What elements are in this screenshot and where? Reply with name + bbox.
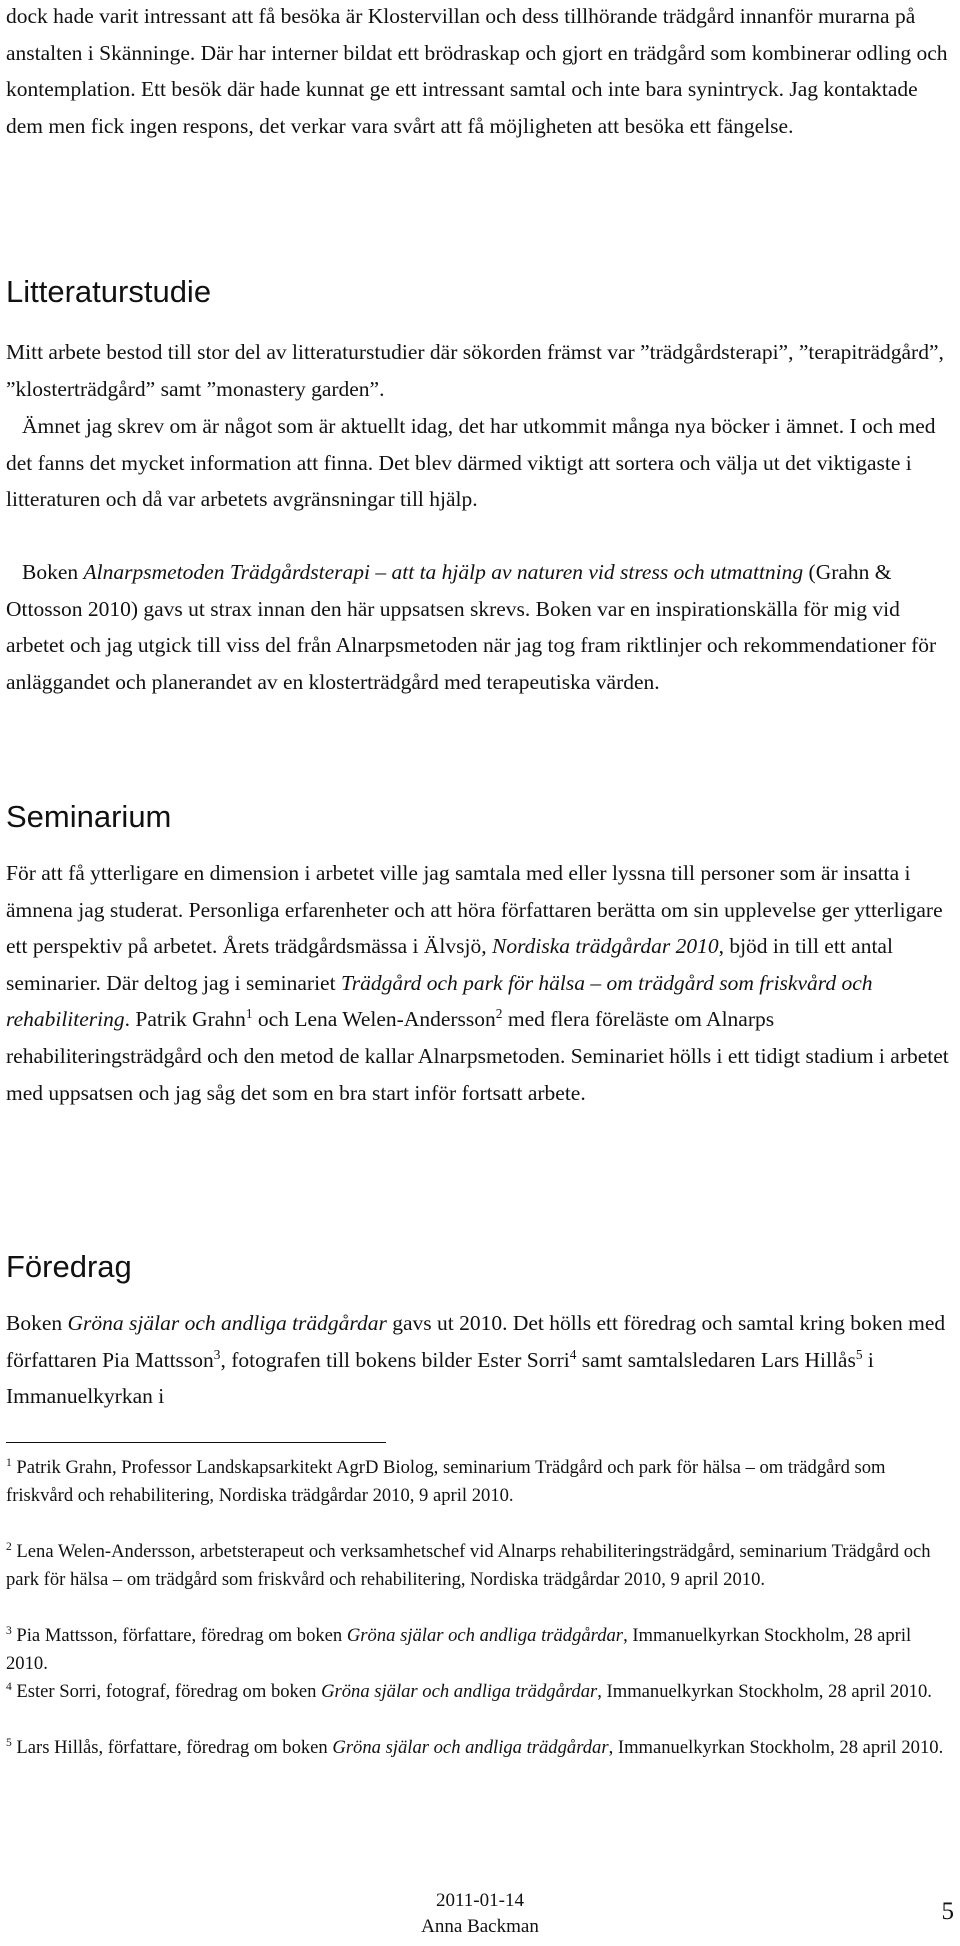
footer-author: Anna Backman	[421, 1916, 539, 1937]
event-title: Nordiska trädgårdar 2010	[492, 934, 719, 959]
footnote-number: 4	[6, 1680, 12, 1693]
book-title-alnarpsmetoden: Alnarpsmetoden Trädgårdsterapi – att ta hjälp av naturen vid stress och utmattning	[83, 560, 804, 584]
seminarium-paragraph	[6, 855, 956, 1111]
seminarium-text-4: och Lena Welen-Andersson	[252, 1007, 496, 1032]
page-number: 5	[941, 1898, 954, 1925]
footnote-ref-2: 2	[495, 1006, 503, 1022]
footnote-ref-1: 1	[245, 1006, 253, 1022]
book-title-grona-sjalar: Gröna själar och andliga trädgårdar	[67, 1311, 387, 1335]
footnote-italic: Gröna själar och andliga trädgårdar	[346, 1625, 624, 1646]
seminarium-text-5: med flera föreläste om Alnarps rehabiliteringsträdgård och den metod de kallar Alnarpsmetoden. Seminariet hölls i ett tidigt stadium i arbetet med uppsatsen och jag såg det som en bra start inför fortsatt arbete.	[6, 1007, 949, 1105]
footnote-number: 3	[6, 1624, 12, 1637]
footnote-text: Ester Sorri, fotograf, föredrag om boken	[11, 1681, 322, 1702]
footnote-text: Lena Welen-Andersson, arbetsterapeut och verksamhetschef vid Alnarps rehabiliteringsträdgård, seminarium Trädgård och park för hälsa – om trädgård som friskvård och rehabilitering, Nordiska trädgårdar 2010, 9 april 2010.	[6, 1541, 931, 1590]
litteratur-p3-lead: Boken	[22, 560, 84, 584]
seminar-title: Trädgård och park för hälsa – om trädgård som friskvård och rehabilitering	[6, 970, 873, 1032]
litteratur-paragraph-1: Mitt arbete bestod till stor del av litteraturstudier där sökorden främst var ”trädgårdsterapi”, ”terapiträdgård”, ”klosterträdgård” samt ”monastery garden”.	[6, 340, 944, 401]
seminarium-text-3: . Patrik Grahn	[124, 1007, 246, 1032]
footnote-text: Lars Hillås, författare, föredrag om boken	[11, 1737, 333, 1758]
footnote-text-end: , Immanuelkyrkan Stockholm, 28 april 2010.	[608, 1737, 944, 1758]
footnote-number: 2	[6, 1540, 12, 1553]
litteratur-paragraph-2: Ämnet jag skrev om är något som är aktuellt idag, det har utkommit många nya böcker i ämnet. I och med det fanns det mycket information att finna. Det blev därmed viktigt att sortera och välja ut det viktigaste i litteraturen och då var arbetets avgränsningar till hjälp.	[6, 414, 936, 512]
footnote-text: Pia Mattsson, författare, föredrag om boken	[11, 1625, 347, 1646]
footnote-4	[6, 1678, 956, 1706]
seminarium-text-2: , bjöd in till ett antal seminarier. Där deltog jag i seminariet	[6, 934, 893, 995]
foredrag-text-2: gavs ut 2010. Det hölls ett föredrag och samtal kring boken med författaren Pia Mattsson	[6, 1311, 946, 1372]
footnote-italic: Gröna själar och andliga trädgårdar	[321, 1681, 598, 1702]
footnote-number: 1	[6, 1456, 12, 1469]
foredrag-text-3: , fotografen till bokens bilder Ester Sorri	[220, 1347, 570, 1372]
section-heading-seminarium: Seminarium	[6, 799, 172, 834]
footnote-text-end: , Immanuelkyrkan Stockholm, 28 april 2010.	[6, 1625, 912, 1674]
footnote-text-end: , Immanuelkyrkan Stockholm, 28 april 2010.	[597, 1681, 932, 1702]
section-heading-litteraturstudie: Litteraturstudie	[6, 274, 212, 309]
footnote-text: Patrik Grahn, Professor Landskapsarkitekt AgrD Biolog, seminarium Trädgård och park för hälsa – om trädgård som friskvård och rehabilitering, Nordiska trädgårdar 2010, 9 april 2010.	[6, 1457, 886, 1506]
footer-date: 2011-01-14	[436, 1890, 524, 1911]
footnote-ref-4: 4	[569, 1346, 577, 1362]
foredrag-text-4: samt samtalsledaren Lars Hillås	[576, 1347, 856, 1372]
footnote-separator	[6, 1442, 386, 1443]
footnote-5	[6, 1734, 956, 1762]
footnote-ref-5: 5	[855, 1346, 863, 1362]
foredrag-text-5: i Immanuelkyrkan i	[6, 1347, 874, 1409]
intro-paragraph: dock hade varit intressant att få besöka är Klostervillan och dess tillhörande trädgård innanför murarna på anstalten i Skänninge. Där har interner bildat ett brödraskap och gjort en trädgård som kombinerar odling och kontemplation. Ett besök där hade kunnat ge ett intressant samtal och inte bara synintryck. Jag kontaktade dem men fick ingen respons, det verkar vara svårt att få möjligheten att besöka ett fängelse.	[6, 4, 948, 138]
footnote-3	[6, 1622, 956, 1678]
footnote-1	[6, 1454, 956, 1510]
footnote-2	[6, 1538, 956, 1594]
footnote-ref-3: 3	[213, 1346, 221, 1362]
section-heading-foredrag: Föredrag	[6, 1249, 132, 1284]
foredrag-text-1: Boken	[6, 1311, 68, 1335]
litteratur-p3-rest: (Grahn & Ottosson 2010) gavs ut strax innan den här uppsatsen skrevs. Boken var en inspirationskälla för mig vid arbetet och jag utgick till viss del från Alnarpsmetoden när jag tog fram riktlinjer och rekommendationer för anläggandet och planerandet av en klosterträdgård med terapeutiska värden.	[6, 560, 937, 694]
seminarium-text-1: För att få ytterligare en dimension i arbetet ville jag samtala med eller lyssna till personer som är insatta i ämnena jag studerat. Personliga erfarenheter och att höra författaren berätta om sin upplevelse ger ytterligare ett perspektiv på arbetet. Årets trädgårdsmässa i Älvsjö,	[6, 861, 943, 959]
footnote-number: 5	[6, 1736, 12, 1749]
footnote-italic: Gröna själar och andliga trädgårdar	[332, 1737, 609, 1758]
litteratur-paragraph-3	[6, 554, 956, 700]
foredrag-paragraph	[6, 1305, 956, 1415]
